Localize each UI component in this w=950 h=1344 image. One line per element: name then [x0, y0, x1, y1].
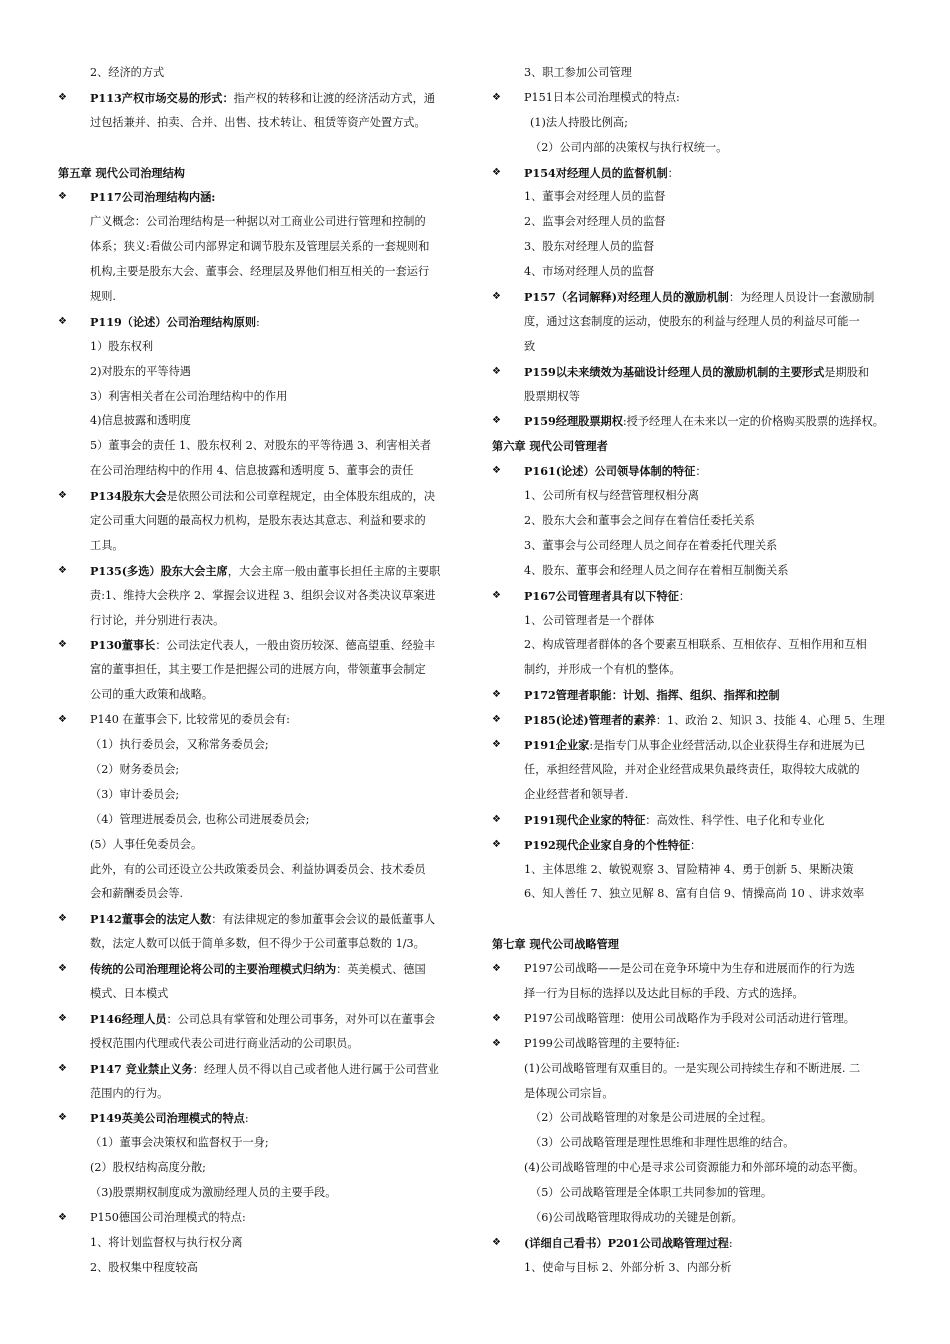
- text-line: 在公司治理结构中的作用 4、信息披露和透明度 5、董事会的责任: [90, 464, 414, 478]
- text-line: 1、使命与目标 2、外部分析 3、内部分析: [524, 1260, 732, 1274]
- bullet-item-term: P159以未来绩效为基础设计经理人员的激励机制的主要形式: [524, 364, 825, 379]
- diamond-bullet-icon: ❖: [492, 739, 501, 751]
- diamond-bullet-icon: ❖: [58, 963, 67, 975]
- text-line: 1、主体思维 2、敏锐观察 3、冒险精神 4、勇于创新 5、果断决策: [524, 862, 854, 876]
- bullet-item-term: P161(论述）公司领导体制的特征: [524, 464, 696, 479]
- text-line: （1）执行委员会，又称常务委员会;: [90, 738, 269, 752]
- bullet-item-text: ：有法律规定的参加董事会会议的最低董事人: [211, 913, 436, 927]
- text-line: (4)公司战略管理的中心是寻求公司资源能力和外部环境的动态平衡。: [524, 1161, 865, 1175]
- bullet-item-text: 指产权的转移和让渡的经济活动方式，通: [233, 91, 436, 105]
- bullet-item-text: ：: [690, 838, 702, 852]
- diamond-bullet-icon: ❖: [492, 91, 501, 103]
- diamond-bullet-icon: ❖: [492, 589, 501, 601]
- bullet-item: [58, 1007, 462, 1032]
- blank-line: [58, 136, 462, 161]
- diamond-bullet-icon: ❖: [492, 1037, 501, 1049]
- bullet-item: [58, 484, 462, 509]
- diamond-bullet-icon: ❖: [492, 291, 501, 303]
- bullet-item: [58, 86, 462, 111]
- bullet-item-text: 是依照公司法和公司章程规定，由全体股东组成的，决: [166, 490, 436, 504]
- text-line: （3）审计委员会;: [90, 787, 180, 801]
- text-line: 度，通过这套制度的运动，使股东的利益与经理人员的利益尽可能一: [524, 314, 860, 328]
- diamond-bullet-icon: ❖: [492, 1236, 501, 1248]
- bullet-item: [58, 1057, 462, 1082]
- bullet-item: [58, 1106, 462, 1131]
- text-line: 行讨论，并分别进行表决。: [90, 613, 225, 627]
- diamond-bullet-icon: ❖: [58, 490, 67, 502]
- bullet-item: [58, 957, 462, 982]
- text-line: 此外，有的公司还设立公共政策委员会、利益协调委员会、技术委员: [90, 862, 426, 876]
- bullet-item-term: 传统的公司治理理论将公司的主要治理模式归纳为: [90, 962, 337, 977]
- diamond-bullet-icon: ❖: [58, 913, 67, 925]
- chapter-heading: 第六章 现代公司管理者: [492, 439, 608, 454]
- bullet-item-text: P150德国公司治理模式的特点:: [90, 1210, 246, 1224]
- bullet-item: [492, 584, 902, 609]
- diamond-bullet-icon: ❖: [58, 1211, 67, 1223]
- text-line: （1）董事会决策权和监督权于一身;: [90, 1136, 269, 1150]
- text-line: 6、知人善任 7、独立见解 8、富有自信 9、情操高尚 10 、讲求效率: [524, 887, 865, 901]
- right-column: [492, 61, 902, 1281]
- diamond-bullet-icon: ❖: [58, 639, 67, 651]
- bullet-item-text: ：为经理人员设计一套激励制: [728, 291, 875, 305]
- bullet-item-text: ：: [667, 166, 679, 180]
- bullet-item-text: ：公司总具有掌管和处理公司事务，对外可以在董事会: [166, 1012, 436, 1026]
- text-line: 会和薪酬委员会等.: [90, 887, 184, 901]
- bullet-item: [58, 185, 462, 210]
- text-line: 富的董事担任，其主要工作是把握公司的进展方向，带领董事会制定: [90, 663, 426, 677]
- diamond-bullet-icon: ❖: [58, 191, 67, 203]
- text-line: 企业经营者和领导者.: [524, 787, 629, 801]
- text-line: 规则.: [90, 290, 116, 304]
- text-line: 4、股东、董事会和经理人员之间存在着相互制衡关系: [524, 563, 789, 577]
- text-line: （3）公司战略管理是理性思维和非理性思维的结合。: [530, 1136, 795, 1150]
- text-line: 机构,主要是股东大会、董事会、经理层及界他们相互相关的一套运行: [90, 265, 430, 279]
- bullet-item-term: P134股东大会: [90, 489, 167, 504]
- bullet-item-term: P159经理股票期权: [524, 414, 623, 429]
- bullet-item: [58, 1206, 462, 1231]
- text-line: 2、股东大会和董事会之间存在着信任委托关系: [524, 514, 755, 528]
- bullet-item-term: P147 竞业禁止义务: [90, 1061, 193, 1076]
- bullet-item: [58, 633, 462, 658]
- bullet-item: [58, 310, 462, 335]
- diamond-bullet-icon: ❖: [58, 714, 67, 726]
- text-line: 范围内的行为。: [90, 1086, 169, 1100]
- bullet-item: [492, 808, 902, 833]
- bullet-item: [492, 409, 902, 434]
- text-line: 2、构成管理者群体的各个要素互相联系、互相依存、互相作用和互相: [524, 638, 867, 652]
- text-line: 4)信息披露和透明度: [90, 414, 191, 428]
- bullet-item-term: P149英美公司治理模式的特点: [90, 1111, 245, 1126]
- text-line: 体系；狭义:看做公司内部界定和调节股东及管理层关系的一套规则和: [90, 240, 430, 254]
- bullet-item-term: P135(多选）股东大会主席: [90, 563, 228, 578]
- text-line: 3、职工参加公司管理: [524, 66, 632, 79]
- bullet-item-text: :授予经理人在未来以一定的价格购买股票的选择权。: [622, 415, 884, 429]
- bullet-item-term: (详细自己看书）P201公司战略管理过程: [524, 1235, 729, 1250]
- bullet-item-text: ：: [695, 465, 707, 479]
- diamond-bullet-icon: ❖: [492, 1012, 501, 1024]
- text-line: 广义概念：公司治理结构是一种据以对工商业公司进行管理和控制的: [90, 215, 426, 229]
- text-line: 5）董事会的责任 1、股东权利 2、对股东的平等待遇 3、利害相关者: [90, 439, 432, 453]
- bullet-item: [492, 1007, 902, 1032]
- text-line: （4）管理进展委员会, 也称公司进展委员会;: [90, 812, 310, 826]
- bullet-item-term: P130董事长: [90, 638, 156, 653]
- text-line: 定公司重大问题的最高权力机构，是股东表达其意志、利益和要求的: [90, 514, 426, 528]
- text-line: 致: [524, 339, 536, 353]
- text-line: 2、经济的方式: [90, 66, 165, 79]
- text-line: 2)对股东的平等待遇: [90, 364, 191, 378]
- bullet-item-term: P154对经理人员的监督机制: [524, 165, 668, 180]
- bullet-item: [492, 1032, 902, 1057]
- bullet-item: [492, 683, 902, 708]
- bullet-item-text: ：: [678, 589, 691, 603]
- bullet-item-text: ：公司法定代表人，一般由资历较深、德高望重、经验丰: [155, 639, 436, 653]
- text-line: (1)法人持股比例高;: [530, 115, 628, 129]
- text-line: 过包括兼并、拍卖、合并、出售、技术转让、租赁等资产处置方式。: [90, 115, 426, 129]
- text-line: 1）股东权利: [90, 339, 154, 353]
- diamond-bullet-icon: ❖: [492, 813, 501, 825]
- text-line: 公司的重大政策和战略。: [90, 688, 214, 702]
- diamond-bullet-icon: ❖: [58, 564, 67, 576]
- diamond-bullet-icon: ❖: [58, 1112, 67, 1124]
- bullet-item: [58, 708, 462, 733]
- text-line: 4、市场对经理人员的监督: [524, 265, 655, 279]
- bullet-item-text: :是指专门从事企业经营活动,以企业获得生存和进展为已: [589, 739, 866, 753]
- diamond-bullet-icon: ❖: [492, 714, 501, 726]
- bullet-item-text: ：英美模式、德国: [336, 963, 426, 977]
- text-line: 责:1、维持大会秩序 2、掌握会议进程 3、组织会议对各类决议草案进: [90, 588, 436, 602]
- chapter-heading: 第七章 现代公司战略管理: [492, 937, 619, 952]
- bullet-item: [492, 459, 902, 484]
- text-line: (2）股权结构高度分散;: [90, 1161, 206, 1175]
- bullet-item: [492, 833, 902, 858]
- text-line: 1、公司管理者是一个群体: [524, 613, 655, 627]
- bullet-item-text: P197公司战略管理：使用公司战略作为手段对公司活动进行管理。: [524, 1011, 855, 1025]
- bullet-item-term: P146经理人员: [90, 1011, 167, 1026]
- diamond-bullet-icon: ❖: [58, 1062, 67, 1074]
- bullet-item-text: :: [728, 1236, 733, 1250]
- bullet-item: [492, 285, 902, 310]
- bullet-item-text: P197公司战略——是公司在竞争环境中为生存和进展而作的行为选: [524, 962, 855, 976]
- text-line: （2）财务委员会;: [90, 762, 180, 776]
- bullet-item-term: P191企业家: [524, 738, 590, 753]
- text-line: 1、将计划监督权与执行权分离: [90, 1235, 243, 1249]
- chapter-heading: 第五章 现代公司治理结构: [58, 165, 185, 180]
- text-line: （5）公司战略管理是全体职工共同参加的管理。: [530, 1186, 773, 1200]
- bullet-item-term: P172管理者职能：计划、指挥、组织、指挥和控制: [524, 688, 780, 703]
- diamond-bullet-icon: ❖: [492, 838, 501, 850]
- bullet-item: [492, 733, 902, 758]
- bullet-item-text: ：高效性、科学性、电子化和专业化: [645, 813, 825, 827]
- text-line: （3)股票期权制度成为激励经理人员的主要手段。: [90, 1186, 337, 1200]
- text-line: 3、股东对经理人员的监督: [524, 240, 655, 254]
- text-line: 2、监事会对经理人员的监督: [524, 215, 666, 229]
- blank-line: [492, 907, 902, 932]
- diamond-bullet-icon: ❖: [492, 689, 501, 701]
- text-line: 授权范围内代理或代表公司进行商业活动的公司职员。: [90, 1036, 359, 1050]
- text-line: 择一行为目标的选择以及达此目标的手段、方式的选择。: [524, 986, 804, 1000]
- text-line: 工具。: [90, 538, 124, 552]
- bullet-item-term: P185(论述)管理者的素养: [524, 713, 656, 728]
- bullet-item: [492, 708, 902, 733]
- bullet-item-term: P191现代企业家的特征: [524, 812, 646, 827]
- bullet-item-term: P119（论述）公司治理结构原则: [90, 314, 257, 329]
- bullet-item: [492, 86, 902, 111]
- bullet-item: [492, 957, 902, 982]
- diamond-bullet-icon: ❖: [492, 415, 501, 427]
- text-line: 3）利害相关者在公司治理结构中的作用: [90, 389, 288, 403]
- diamond-bullet-icon: ❖: [58, 1012, 67, 1024]
- bullet-item-text: :: [256, 315, 260, 329]
- bullet-item-term: P142董事会的法定人数: [90, 912, 212, 927]
- bullet-item: [492, 1231, 902, 1256]
- bullet-item-text: 是期股和: [824, 365, 870, 379]
- bullet-item-term: P117公司治理结构内涵:: [90, 190, 216, 205]
- diamond-bullet-icon: ❖: [58, 91, 67, 103]
- text-line: 模式、日本模式: [90, 986, 169, 1000]
- bullet-item-text: ：1、政治 2、知识 3、技能 4、心理 5、生理: [655, 714, 885, 728]
- text-line: (5）人事任免委员会。: [90, 837, 203, 851]
- text-line: （2）公司内部的决策权与执行权统一。: [530, 140, 728, 154]
- text-line: 股票期权等: [524, 389, 580, 403]
- bullet-item-term: P157（名词解释)对经理人员的激励机制: [524, 290, 729, 305]
- text-line: 3、董事会与公司经理人员之间存在着委托代理关系: [524, 538, 778, 552]
- bullet-item: [492, 161, 902, 186]
- bullet-item-text: ，大会主席一般由董事长担任主席的主要职: [227, 564, 441, 578]
- bullet-item-text: P140 在董事会下, 比较常见的委员会有:: [90, 713, 290, 727]
- text-line: 是体现公司宗旨。: [524, 1086, 614, 1100]
- bullet-item: [492, 360, 902, 385]
- bullet-item-text: :: [244, 1112, 249, 1126]
- text-line: 数，法定人数可以低于简单多数，但不得少于公司董事总数的 1/3。: [90, 937, 425, 951]
- text-line: 任，承担经营风险，并对企业经营成果负最终责任，取得较大成就的: [524, 762, 860, 776]
- text-line: （2）公司战略管理的对象是公司进展的全过程。: [530, 1111, 773, 1125]
- text-line: 1、董事会对经理人员的监督: [524, 190, 666, 204]
- text-line: （6)公司战略管理取得成功的关键是创新。: [530, 1210, 743, 1224]
- bullet-item-term: P167公司管理者具有以下特征: [524, 588, 679, 603]
- diamond-bullet-icon: ❖: [58, 315, 67, 327]
- bullet-item: [58, 907, 462, 932]
- bullet-item-term: P192现代企业家自身的个性特征: [524, 837, 691, 852]
- bullet-item-term: P113产权市场交易的形式：: [90, 90, 234, 105]
- bullet-item: [58, 559, 462, 584]
- bullet-item-text: P151日本公司治理模式的特点:: [524, 90, 680, 104]
- diamond-bullet-icon: ❖: [492, 465, 501, 477]
- bullet-item-text: P199公司战略管理的主要特征:: [524, 1036, 680, 1050]
- text-line: (1)公司战略管理有双重目的。一是实现公司持续生存和不断进展. 二: [524, 1061, 861, 1075]
- text-line: 制约，并形成一个有机的整体。: [524, 663, 681, 677]
- text-line: 1、公司所有权与经营管理权相分离: [524, 489, 699, 503]
- diamond-bullet-icon: ❖: [492, 166, 501, 178]
- left-column: [58, 61, 462, 1281]
- text-line: 2、股权集中程度较高: [90, 1260, 198, 1274]
- diamond-bullet-icon: ❖: [492, 963, 501, 975]
- bullet-item-text: ：经理人员不得以自己或者他人进行属于公司营业: [192, 1062, 439, 1076]
- diamond-bullet-icon: ❖: [492, 365, 501, 377]
